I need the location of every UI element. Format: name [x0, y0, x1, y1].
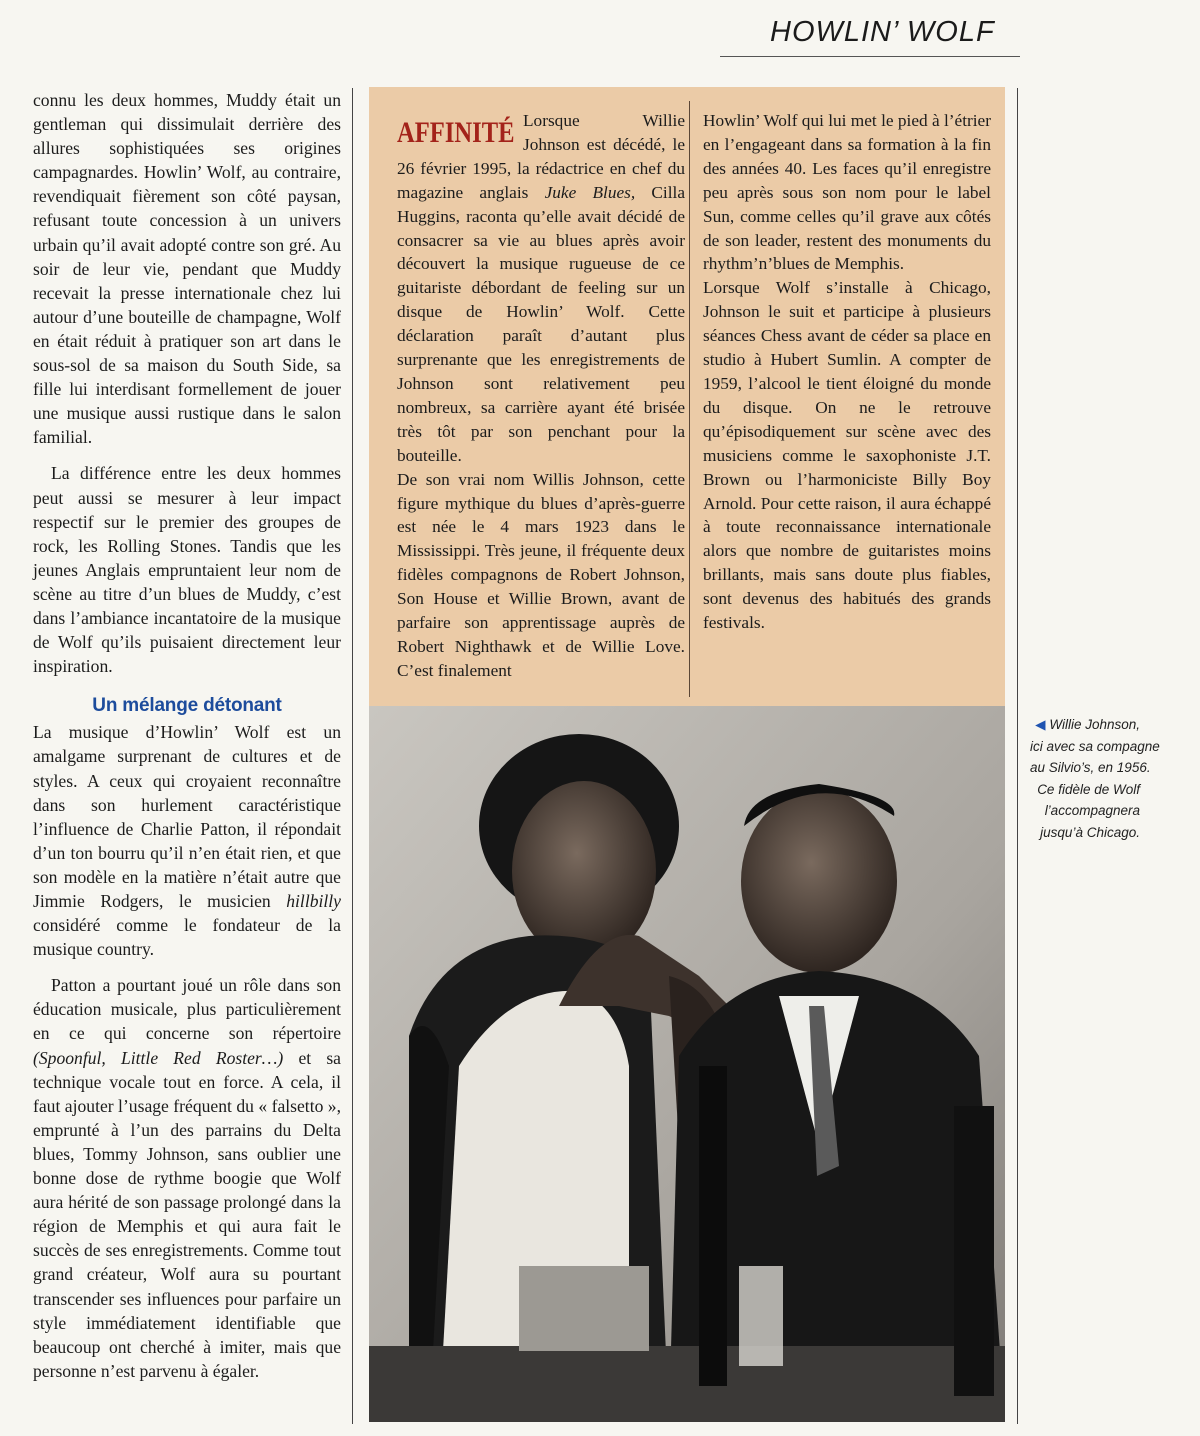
subheading: Un mélange détonant: [92, 695, 282, 717]
sidebar-paragraph-3: Howlin’ Wolf qui lui met le pied à l’étrier en l’engageant dans sa formation à la fin des années 40. Les faces qu’il enregistre peu après sous son nom pour le label Sun, comme celles qu’il grave aux côtés de son leader, restent des monuments du rhythm’n’blues de Memphis.: [703, 111, 991, 274]
sidebar-box: [369, 87, 1005, 706]
caption-line: au Silvio’s, en 1956.: [1030, 760, 1151, 775]
sidebar-column-divider: [689, 101, 690, 697]
left-paragraph-3: La musique d’Howlin’ Wolf est un amalgame surprenant de cultures et de styles. A ceux qui croyaient reconnaître dans son hurlement caractéristique l’influence de Charlie Patton, il répondait d’un ton bourru qu’il n’en était rien, et que son modèle en la matière n’était autre que Jimmie Rodgers, le musicien hillbilly considéré comme le fondateur de la musique country.: [33, 722, 341, 960]
left-triangle-icon: ◀: [1035, 717, 1046, 732]
left-paragraph-2: La différence entre les deux hommes peut aussi se mesurer à leur impact respectif sur le premier des groupes de rock, les Rolling Stones. Tandis que les jeunes Anglais empruntaient leur nom de scène au titre d’un blues de Muddy, c’est dans l’ambiance incantatoire de la musique de Wolf qu’ils puisaient directement leur inspiration.: [33, 463, 341, 677]
photo-willie-johnson: [369, 706, 1005, 1422]
column-divider-right: [1017, 88, 1018, 1424]
sidebar-paragraph-2: De son vrai nom Willis Johnson, cette figure mythique du blues d’après-guerre est née le 4 mars 1923 dans le Mississippi. Très jeune, il fréquente deux fidèles compagnons de Robert Johnson, Son House et Willie Brown, avant de parfaire son apprentissage auprès de Robert Nighthawk et de Willie Love. C’est finalement: [397, 469, 685, 680]
caption-line: l’accompagnera: [1044, 803, 1140, 818]
sidebar-column-2: [703, 109, 991, 635]
header-rule: [720, 56, 1020, 57]
photo-caption: ◀ Willie Johnson, ici avec sa compagne au Silvio’s, en 1956. Ce fidèle de Wolf l’accompagnera jusqu’à Chicago.: [1030, 714, 1140, 843]
column-divider-left: [352, 88, 353, 1424]
caption-line: Ce fidèle de Wolf: [1037, 781, 1140, 797]
photo-image: [369, 706, 1005, 1422]
caption-line: jusqu’à Chicago.: [1040, 824, 1140, 840]
left-paragraph-4: Patton a pourtant joué un rôle dans son éducation musicale, plus particulièrement en ce qui concerne son répertoire (Spoonful, Little Red Roster…) et sa technique vocale tout en force. A cela, il faut ajouter l’usage fréquent du « falsetto », emprunté à l’un des parrains du Delta blues, Tommy Johnson, sans oublier une bonne dose de rythme boogie que Wolf aura hérité de son passage prolongé dans la région de Memphis et qui aura fait le succès de ses enregistrements. Comme tout grand créateur, Wolf aura su pourtant transcender ses influences pour parfaire un style immédiatement identifiable que beaucoup ont cherché à imiter, mais que personne n’est parvenu à égaler.: [33, 975, 341, 1381]
left-column: [33, 88, 341, 1383]
left-paragraph-1: connu les deux hommes, Muddy était un gentleman qui dissimulait derrière des allures sophistiquées ses origines campagnardes. Howlin’ Wolf, au contraire, revendiquait fièrement son côté paysan, refusant toute concession à un univers urbain qu’il avait adopté contre son gré. Au soir de leur vie, pendant que Muddy recevait la presse internationale chez lui autour d’une bouteille de champagne, Wolf en était réduit à pratiquer son art dans le sous-sol de sa maison du South Side, sa fille lui interdisant formellement de jouer une musique aussi rustique dans le salon familial.: [33, 90, 341, 448]
running-title: HOWLIN’ WOLF: [770, 16, 995, 48]
sidebar-paragraph-4: Lorsque Wolf s’installe à Chicago, Johnson le suit et participe à plusieurs séances Chess avant de céder sa place en studio à Hubert Sumlin. A compter de 1959, l’alcool le tient éloigné du monde du disque. On ne le retrouve qu’épisodiquement sur scène avec des musiciens comme le saxophoniste J.T. Brown ou l’harmoniciste Billy Boy Arnold. Pour cette raison, il aura échappé à toute reconnaissance internationale alors que nombre de guitaristes moins brillants, mais sans doute plus fiables, sont devenus des habitués des grands festivals.: [703, 278, 991, 633]
sidebar-paragraph-1: Lorsque Willie Johnson est décédé, le 26 février 1995, la rédactrice en chef du magazine anglais Juke Blues, Cilla Huggins, raconta qu’elle avait décidé de consacrer sa vie au blues après avoir découvert la musique rugueuse de ce guitariste débordant de feeling sur un disque de Howlin’ Wolf. Cette déclaration paraît d’autant plus surprenante que les enregistrements de Johnson sont relativement peu nombreux, sa carrière ayant été brisée très tôt par son penchant pour la bouteille.: [397, 111, 685, 465]
sidebar-column-1: [397, 109, 685, 683]
sidebar-kicker: AFFINITÉ: [397, 116, 515, 149]
caption-line: ici avec sa compagne: [1030, 738, 1160, 754]
